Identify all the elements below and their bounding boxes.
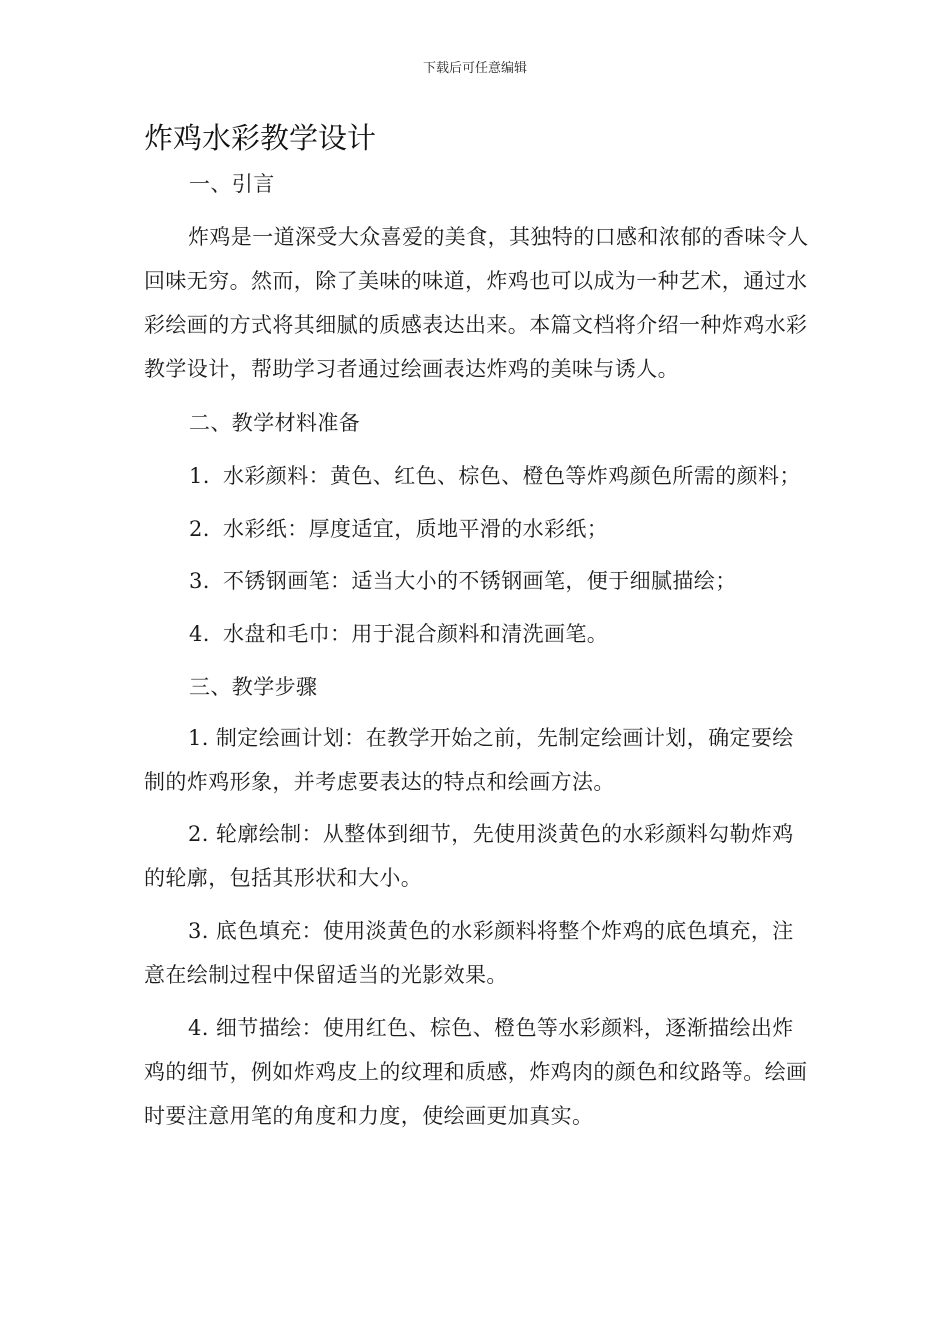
material-item <box>189 461 801 491</box>
document-title: 炸鸡水彩教学设计 <box>144 121 377 155</box>
section-heading-steps: 三、教学步骤 <box>189 675 318 699</box>
material-item <box>189 514 608 544</box>
material-item-text: 水彩颜料：黄色、红色、棕色、橙色等炸鸡颜色所需的颜料； <box>223 464 801 488</box>
material-item-number: 2. <box>189 517 210 541</box>
material-item-number: 1. <box>189 464 210 488</box>
section-heading-intro: 一、引言 <box>189 172 275 196</box>
step-paragraph: 4. 细节描绘：使用红色、棕色、橙色等水彩颜料，逐渐描绘出炸鸡的细节，例如炸鸡皮上的纹理和质感，炸鸡肉的颜色和纹路等。绘画时要注意用笔的角度和力度，使绘画更加真实。 <box>144 1016 808 1128</box>
material-item-number: 3. <box>189 569 210 593</box>
step-paragraph: 3. 底色填充：使用淡黄色的水彩颜料将整个炸鸡的底色填充，注意在绘制过程中保留适当的光影效果。 <box>144 919 794 987</box>
material-item <box>189 566 737 596</box>
section-heading-materials: 二、教学材料准备 <box>189 411 361 435</box>
material-item-text: 不锈钢画笔：适当大小的不锈钢画笔，便于细腻描绘； <box>223 569 737 593</box>
header-note: 下载后可任意编辑 <box>422 61 527 76</box>
material-item-number: 4. <box>189 622 210 646</box>
step-paragraph: 2. 轮廓绘制：从整体到细节，先使用淡黄色的水彩颜料勾勒炸鸡的轮廓，包括其形状和大小。 <box>144 822 794 890</box>
intro-paragraph: 炸鸡是一道深受大众喜爱的美食，其独特的口感和浓郁的香味令人回味无穷。然而，除了美味的味道，炸鸡也可以成为一种艺术，通过水彩绘画的方式将其细腻的质感表达出来。本篇文档将介绍一种炸鸡水彩教学设计，帮助学习者通过绘画表达炸鸡的美味与诱人。 <box>144 225 809 381</box>
step-paragraph: 1. 制定绘画计划：在教学开始之前，先制定绘画计划，确定要绘制的炸鸡形象，并考虑要表达的特点和绘画方法。 <box>144 726 794 794</box>
material-item-text: 水彩纸：厚度适宜，质地平滑的水彩纸； <box>223 517 609 541</box>
material-item <box>189 619 608 649</box>
material-item-text: 水盘和毛巾：用于混合颜料和清洗画笔。 <box>223 622 609 646</box>
